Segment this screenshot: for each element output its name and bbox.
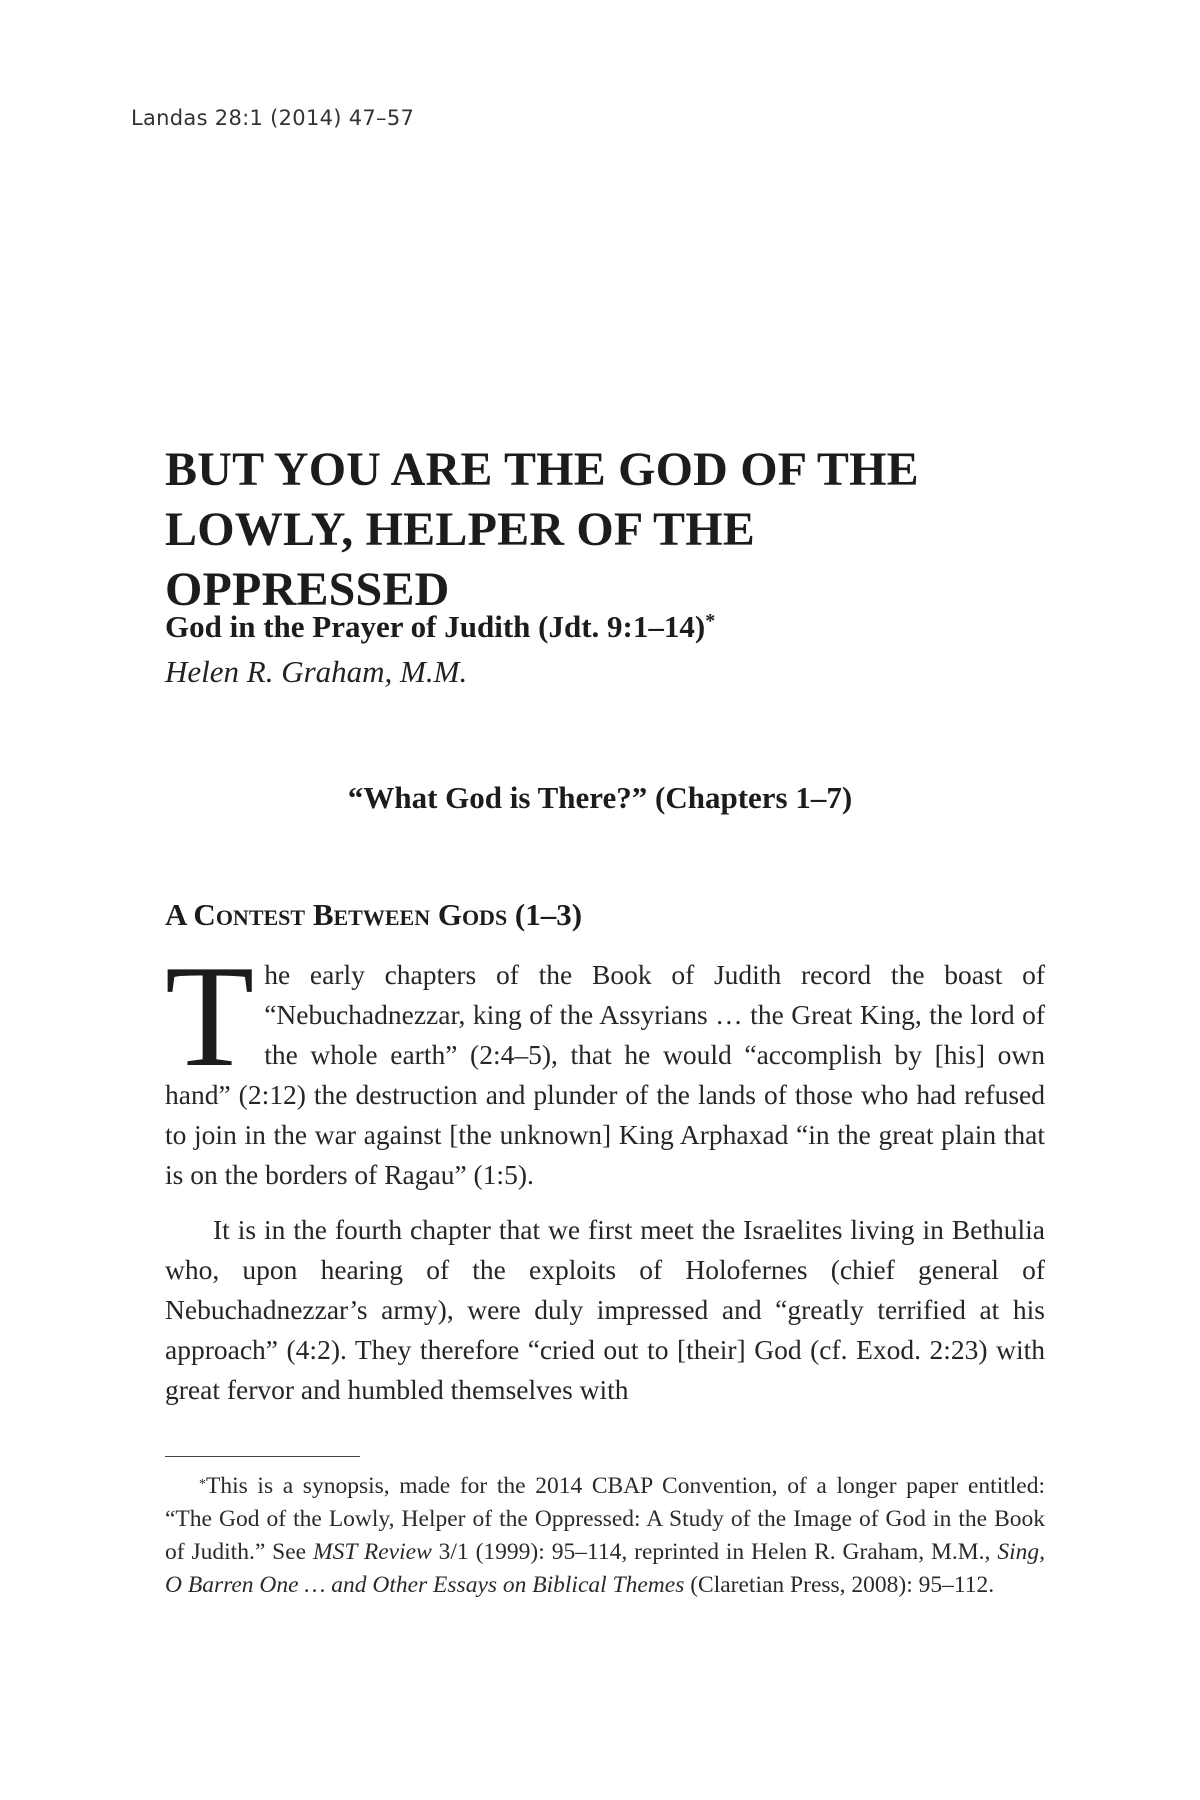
subsection-heading: A Contest Between Gods (1–3) [165, 897, 583, 932]
drop-cap: T [165, 935, 255, 1097]
footnote [165, 1470, 1045, 1602]
footnote-book-title: Sing, O Barren One … and Other Essays on Biblical Themes [165, 1539, 1045, 1598]
article-title: BUT YOU ARE THE GOD OF THE LOWLY, HELPER OF THE OPPRESSED [165, 443, 919, 616]
author-name: Helen R. Graham, M.M. [165, 654, 468, 689]
running-head: Landas 28:1 (2014) 47–57 [131, 106, 415, 130]
body-paragraph-2: It is in the fourth chapter that we first meet the Israelites living in Bethulia who, upon hearing of the exploits of Holofernes (chief general of Nebuchadnezzar’s army), were duly impressed and “greatly terrified at his approach” (4:2). They therefore “cried out to [their] God (cf. Exod. 2:23) with great fervor and humbled themselves with [165, 1214, 1045, 1405]
footnote-divider [165, 1456, 360, 1457]
article-subtitle [165, 607, 715, 647]
subtitle-footnote-marker[interactable]: * [705, 610, 716, 632]
footnote-text-3: (Claretian Press, 2008): 95–112. [684, 1572, 995, 1598]
footnote-text-1: This is a synopsis, made for the 2014 CBAP Convention, of a longer paper entitled: “The God of the Lowly, Helper of the Oppressed: A Study of the Image of God in the Book of Judith.” See [165, 1473, 1045, 1565]
section-heading: “What God is There?” (Chapters 1–7) [347, 780, 853, 815]
footnote-journal-title: MST Review [313, 1539, 432, 1565]
footnote-marker: * [199, 1477, 206, 1492]
paragraph-1-text: he early chapters of the Book of Judith record the boast of “Nebuchadnezzar, king of the Assyrians … the Great King, the lord of the whole earth” (2:4–5), that he would “accomplish by [his] own hand” (2:12) the destruction and plunder of the lands of those who had refused to join in the war against [the unknown] King Arphaxad “in the great plain that is on the borders of Ragau” (1:5). [165, 959, 1045, 1190]
footnote-text-2: 3/1 (1999): 95–114, reprinted in Helen R. Graham, M.M., [431, 1539, 998, 1565]
subtitle-text: God in the Prayer of Judith (Jdt. 9:1–14) [165, 609, 706, 644]
body-paragraph-1 [165, 935, 1045, 1195]
